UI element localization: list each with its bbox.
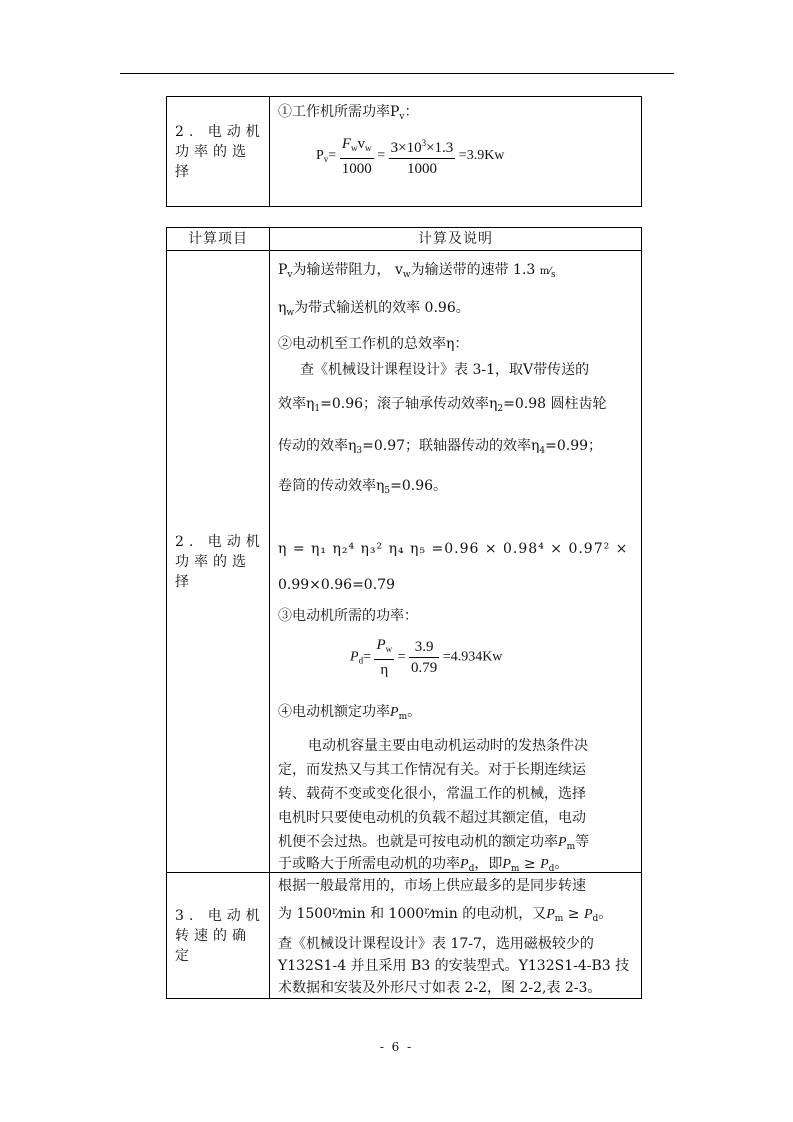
fraction-2: $\frac{3\times 10^3\times 1.3}{1000}$ xyxy=(389,133,456,179)
col-header-item: 计算项目 xyxy=(167,228,270,251)
text-line: 查《机械设计课程设计》表 17-7，选用磁极较少的 xyxy=(278,936,594,952)
fraction-3: $\frac{P_w}{\eta}$ xyxy=(376,637,393,678)
calc-cell xyxy=(270,97,642,207)
text-line: $\eta_w$为带式输送机的效率 0.96。 xyxy=(278,300,470,318)
text-line: 卷筒的传动效率$\eta_5=0.96$。 xyxy=(278,478,448,496)
text-line: ②电动机至工作机的总效率η： xyxy=(278,336,469,352)
text-line: 定，而发热又与其工作情况有关。对于长期连续运 xyxy=(278,762,586,778)
text-line: 于或略大于所需电动机的功率$P_d$，即$P_m \ge P_d$。 xyxy=(278,856,569,874)
item-label: 2. 电动机 功率的选 择 xyxy=(167,251,270,873)
text-line: 0.99×0.96=0.79 xyxy=(278,577,395,593)
fraction-1: $\frac{F_wv_w}{1000}$ xyxy=(341,135,372,177)
table-calculation xyxy=(166,227,642,999)
item-label: 3. 电动机 转速的确 定 xyxy=(167,873,270,999)
text-line: 为 1500$^r$⁄min 和 1000$^r$⁄min 的电动机，又$P_m \ge P_d$。 xyxy=(278,906,613,924)
text-line: 效率$\eta_1=0.96$；滚子轴承传动效率$\eta_2=0.98$ 圆柱齿轮 xyxy=(278,396,607,414)
text-line: 转、载荷不变或变化很小，常温工作的机械，选择 xyxy=(278,786,586,802)
item-label: 2. 电动机 功率的选 择 xyxy=(167,97,270,207)
fraction-4: $\frac{3.9}{0.79}$ xyxy=(411,639,438,676)
col-header-calc: 计算及说明 xyxy=(270,228,642,251)
calc-cell xyxy=(270,251,642,873)
text-line: 根据一般最常用的，市场上供应最多的是同步转速 xyxy=(278,878,586,894)
text-line: 电机时只要使电动机的负载不超过其额定值，电动 xyxy=(278,810,586,826)
text-line: ③电动机所需的功率： xyxy=(278,608,418,624)
text-line: 机便不会过热。也就是可按电动机的额定功率$P_m$等 xyxy=(278,834,590,852)
text-line: 术数据和安装及外形尺寸如表 2-2，图 2-2,表 2-3。 xyxy=(278,980,602,996)
power-heading: ①工作机所需功率$P_v$： xyxy=(278,104,419,122)
text-line: ④电动机额定功率$P_m$。 xyxy=(278,704,422,722)
text-line: 查《机械设计课程设计》表 3-1，取V带传送的 xyxy=(300,362,590,378)
text-line: $P_v$为输送带阻力， $v_w$为输送带的速带 1.3 $m⁄_s$ xyxy=(278,262,556,280)
text-line: Y132S1-4 并且采用 B3 的安装型式。Y132S1-4-B3 技 xyxy=(278,958,630,974)
calc-cell xyxy=(270,873,642,999)
formula-pv: $P_v=$ $\frac{F_wv_w}{1000}$ = $\frac{3\times 10^3\times 1.3}{1000}$ =3.9Kw xyxy=(316,133,504,179)
efficiency-equation: η = η₁ η₂⁴ η₃² η₄ η₅ =0.96 × 0.98⁴ × 0.97² × xyxy=(278,541,629,557)
formula-pd: $P_d=$ $\frac{P_w}{\eta}$ = $\frac{3.9}{0.79}$ =4.934Kw xyxy=(350,637,503,678)
text-line: 传动的效率$\eta_3=0.97$；联轴器传动的效率$\eta_4=0.99$； xyxy=(278,438,603,456)
header-rule xyxy=(120,73,674,74)
table-continuation xyxy=(166,96,642,207)
text-line: 电动机容量主要由电动机运动时的发热条件决 xyxy=(308,738,588,754)
page-number: - 6 - xyxy=(379,1040,414,1054)
